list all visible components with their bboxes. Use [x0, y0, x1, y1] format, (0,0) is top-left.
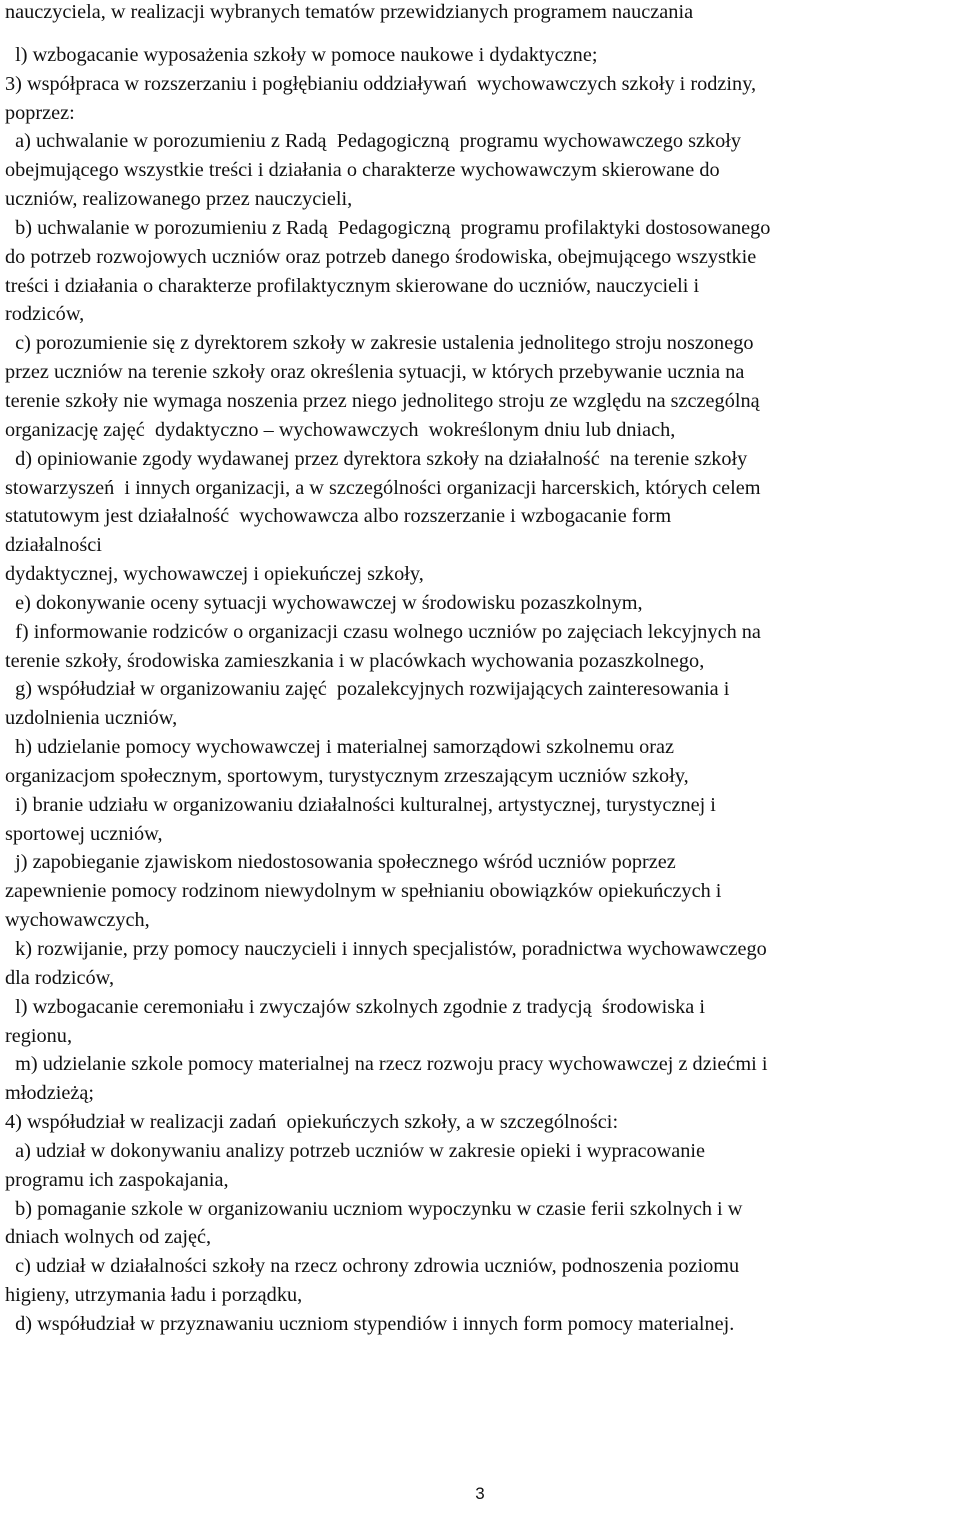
text-line: terenie szkoły, środowiska zamieszkania i w placówkach wychowania pozaszkolnego, [5, 649, 705, 672]
text-line: dydaktycznej, wychowawczej i opiekuńczej szkoły, [5, 563, 424, 586]
text-line: przez uczniów na terenie szkoły oraz określenia sytuacji, w których przebywanie ucznia na [5, 361, 745, 384]
text-line: a) udział w dokonywaniu analizy potrzeb uczniów w zakresie opieki i wypracowanie [5, 1139, 706, 1162]
text-line: sportowej uczniów, [5, 822, 163, 845]
text-line: uzdolnienia uczniów, [5, 707, 178, 730]
text-line: 4) współudział w realizacji zadań opiekuńczych szkoły, a w szczególności: [5, 1111, 619, 1134]
text-line: terenie szkoły nie wymaga noszenia przez niego jednolitego stroju ze względu na szczególną [5, 389, 760, 412]
text-line: d) opiniowanie zgody wydawanej przez dyrektora szkoły na działalność na terenie szkoły [5, 447, 748, 470]
text-line: rodziców, [5, 303, 85, 326]
text-line: dla rodziców, [5, 966, 115, 989]
text-line: k) rozwijanie, przy pomocy nauczycieli i innych specjalistów, poradnictwa wychowawczego [5, 938, 767, 960]
text-line: b) pomaganie szkole w organizowaniu uczniom wypoczynku w czasie ferii szkolnych i w [5, 1197, 743, 1220]
text-line: j) zapobieganie zjawiskom niedostosowania społecznego wśród uczniów poprzez [5, 851, 676, 874]
document-body [5, 0, 955, 1339]
text-line: higieny, utrzymania ładu i porządku, [5, 1284, 303, 1307]
text-line: i) branie udziału w organizowaniu działalności kulturalnej, artystycznej, turystycznej i [5, 793, 716, 816]
text-line: g) współudział w organizowaniu zajęć pozalekcyjnych rozwijających zainteresowania i [5, 678, 730, 701]
text-line: do potrzeb rozwojowych uczniów oraz potrzeb danego środowiska, obejmującego wszystkie [5, 245, 757, 268]
text-line: młodzieżą; [5, 1082, 94, 1105]
text-line: e) dokonywanie oceny sytuacji wychowawczej w środowisku pozaszkolnym, [5, 591, 643, 614]
text-line: wychowawczych, [5, 909, 150, 932]
text-line: l) wzbogacanie wyposażenia szkoły w pomoce naukowe i dydaktyczne; [5, 43, 598, 66]
text-line: l) wzbogacanie ceremoniału i zwyczajów szkolnych zgodnie z tradycją środowiska i [5, 995, 706, 1018]
text-line: a) uchwalanie w porozumieniu z Radą Pedagogiczną programu wychowawczego szkoły [5, 130, 742, 153]
text-line: uczniów, realizowanego przez nauczycieli, [5, 188, 353, 211]
text-line: c) udział w działalności szkoły na rzecz ochrony zdrowia uczniów, podnoszenia poziomu [5, 1255, 740, 1278]
text-line: treści i działania o charakterze profilaktycznym skierowane do uczniów, nauczycieli i [5, 274, 700, 297]
text-line: poprzez: [5, 101, 75, 124]
text-line: nauczyciela, w realizacji wybranych tematów przewidzianych programem nauczania [5, 1, 694, 23]
text-line: programu ich zaspokajania, [5, 1168, 229, 1191]
text-line: m) udzielanie szkole pomocy materialnej na rzecz rozwoju pracy wychowawczej z dziećmi i [5, 1053, 768, 1076]
page-number: 3 [475, 1484, 485, 1503]
text-line: zapewnienie pomocy rodzinom niewydolnym w spełnianiu obowiązków opiekuńczych i [5, 880, 722, 903]
text-line: c) porozumienie się z dyrektorem szkoły w zakresie ustalenia jednolitego stroju noszonego [5, 332, 754, 355]
text-line: działalności [5, 534, 102, 557]
text-line: d) współudział w przyznawaniu uczniom stypendiów i innych form pomocy materialnej. [5, 1312, 735, 1335]
text-line: 3) współpraca w rozszerzaniu i pogłębianiu oddziaływań wychowawczych szkoły i rodziny, [5, 72, 757, 95]
text-line: organizacjom społecznym, sportowym, turystycznym zrzeszającym uczniów szkoły, [5, 764, 689, 787]
text-line: b) uchwalanie w porozumieniu z Radą Pedagogiczną programu profilaktyki dostosowanego [5, 216, 771, 239]
text-line: h) udzielanie pomocy wychowawczej i materialnej samorządowi szkolnemu oraz [5, 736, 675, 759]
text-line: stowarzyszeń i innych organizacji, a w szczególności organizacji harcerskich, których celem [5, 476, 761, 499]
paragraph-gap [5, 27, 955, 41]
text-line: dniach wolnych od zajęć, [5, 1226, 212, 1249]
text-line: statutowym jest działalność wychowawcza albo rozszerzanie i wzbogacanie form [5, 505, 672, 528]
text-line: organizację zajęć dydaktyczno – wychowawczych wokreślonym dniu lub dniach, [5, 418, 676, 441]
text-line: obejmującego wszystkie treści i działania o charakterze wychowawczym skierowane do [5, 159, 720, 182]
text-line: f) informowanie rodziców o organizacji czasu wolnego uczniów po zajęciach lekcyjnych na [5, 620, 761, 643]
text-line: regionu, [5, 1024, 73, 1047]
